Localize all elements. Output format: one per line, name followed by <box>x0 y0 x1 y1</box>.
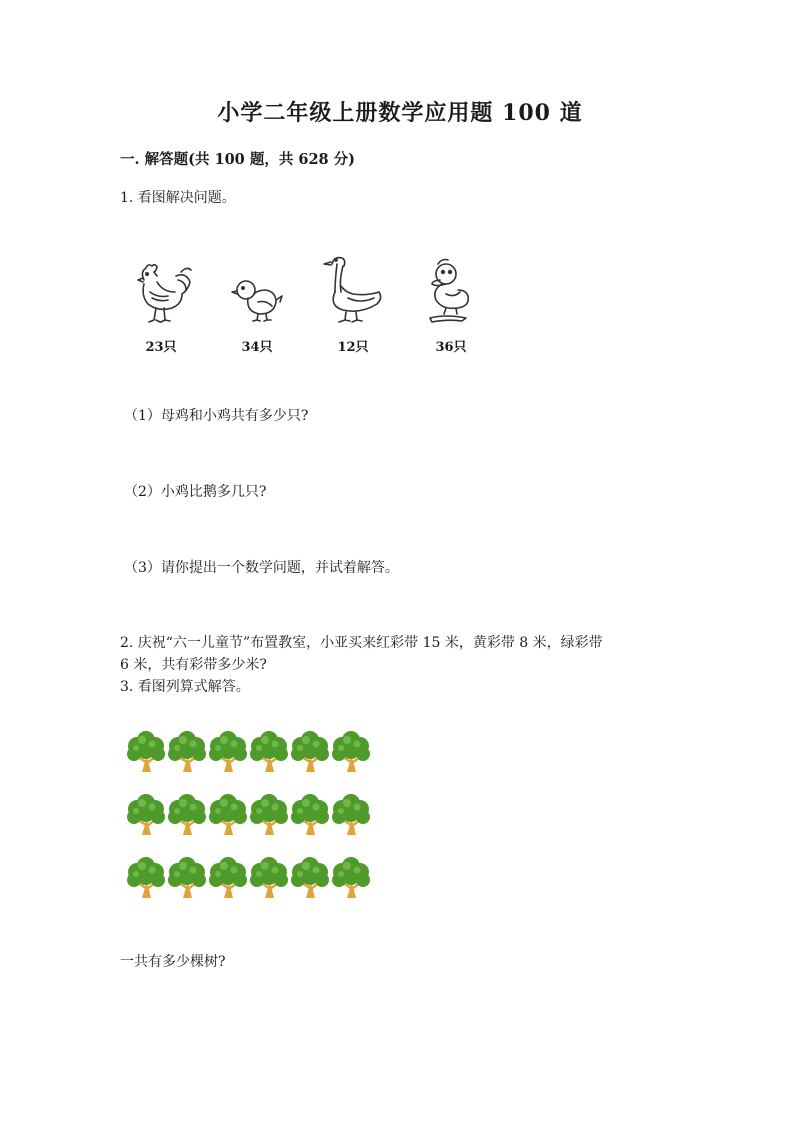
question-3-stem: 3. 看图列算式解答。 <box>120 679 250 695</box>
chick-icon <box>222 250 292 330</box>
tree-row <box>124 730 384 780</box>
tree-icon <box>247 730 291 776</box>
question-2-line-1: 2. 庆祝“六一儿童节”布置教室，小亚买来红彩带 15 米，黄彩带 8 米，绿彩带 <box>120 635 603 651</box>
animal-count-chick: 34只 <box>241 340 273 355</box>
question-2-line-2: 6 米，共有彩带多少米? <box>120 657 267 673</box>
tree-icon <box>329 856 373 902</box>
tree-row <box>124 856 384 906</box>
question-1-sub-2: （2）小鸡比鹅多几只? <box>124 484 267 500</box>
question-3-question: 一共有多少棵树? <box>120 954 226 970</box>
tree-picture <box>124 730 384 910</box>
tree-icon <box>247 793 291 839</box>
tree-icon <box>329 730 373 776</box>
question-1-sub-1: （1）母鸡和小鸡共有多少只? <box>124 408 309 424</box>
hen-icon <box>126 250 196 330</box>
tree-icon <box>165 856 209 902</box>
tree-icon <box>165 793 209 839</box>
animal-chick <box>222 250 292 362</box>
tree-icon <box>165 730 209 776</box>
tree-icon <box>329 793 373 839</box>
question-1-stem: 1. 看图解决问题。 <box>120 190 236 206</box>
animal-goose <box>318 250 388 362</box>
tree-icon <box>124 793 168 839</box>
animal-picture <box>126 250 486 365</box>
question-1-sub-3: （3）请你提出一个数学问题，并试着解答。 <box>124 560 399 576</box>
duck-icon <box>416 250 486 330</box>
animal-count-goose: 12只 <box>337 340 369 355</box>
tree-icon <box>206 730 250 776</box>
animal-hen <box>126 250 196 362</box>
tree-icon <box>288 856 332 902</box>
animal-count-hen: 23只 <box>145 340 177 355</box>
tree-icon <box>288 793 332 839</box>
tree-icon <box>124 730 168 776</box>
tree-icon <box>288 730 332 776</box>
animal-duck <box>416 250 486 362</box>
page-title: 小学二年级上册数学应用题 100 道 <box>217 100 583 126</box>
tree-icon <box>206 856 250 902</box>
tree-icon <box>124 856 168 902</box>
animal-count-duck: 36只 <box>435 340 467 355</box>
goose-icon <box>318 250 388 330</box>
section-heading: 一. 解答题(共 100 题，共 628 分) <box>120 151 356 168</box>
tree-icon <box>247 856 291 902</box>
tree-icon <box>206 793 250 839</box>
tree-row <box>124 793 384 843</box>
